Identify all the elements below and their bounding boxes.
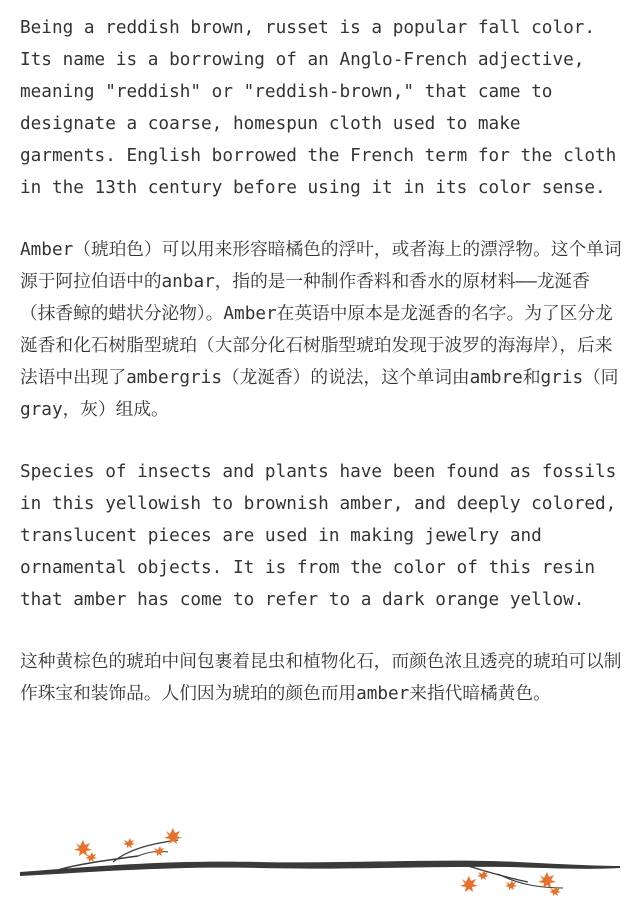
paragraph-amber-en: Species of insects and plants have been found as fossils in this yellowish to brownish amber, and deeply colored, translucent pieces are used in making jewelry and ornamental objects. It is from the color of this resin that amber has come to refer to a dark orange yellow. (20, 462, 617, 610)
paragraph-amber-color-zh: 这种黄棕色的琥珀中间包裹着昆虫和植物化石，而颜色浓且透亮的琥珀可以制作珠宝和装饰品。人们因为琥珀的颜色而用amber来指代暗橘黄色。 (20, 652, 622, 704)
article-body (20, 12, 622, 740)
autumn-branch-divider-icon (18, 826, 622, 906)
paragraph-amber-zh: Amber（琥珀色）可以用来形容暗橘色的浮叶，或者海上的漂浮物。这个单词源于阿拉伯语中的anbar，指的是一种制作香料和香水的原材料——龙涎香（抹香鲸的蜡状分泌物）。Amber在英语中原本是龙涎香的名字。为了区分龙涎香和化石树脂型琥珀（大部分化石树脂型琥珀发现于波罗的海海岸），后来法语中出现了ambergris（龙涎香）的说法，这个单词由ambre和gris（同gray，灰）组成。 (20, 240, 622, 420)
paragraph-russet-en: Being a reddish brown, russet is a popular fall color. Its name is a borrowing of an Anglo-French adjective, meaning "reddish" or "reddish-brown," that came to designate a coarse, homespun cloth used to make garments. English borrowed the French term for the cloth in the 13th century before using it in its color sense. (20, 18, 617, 198)
